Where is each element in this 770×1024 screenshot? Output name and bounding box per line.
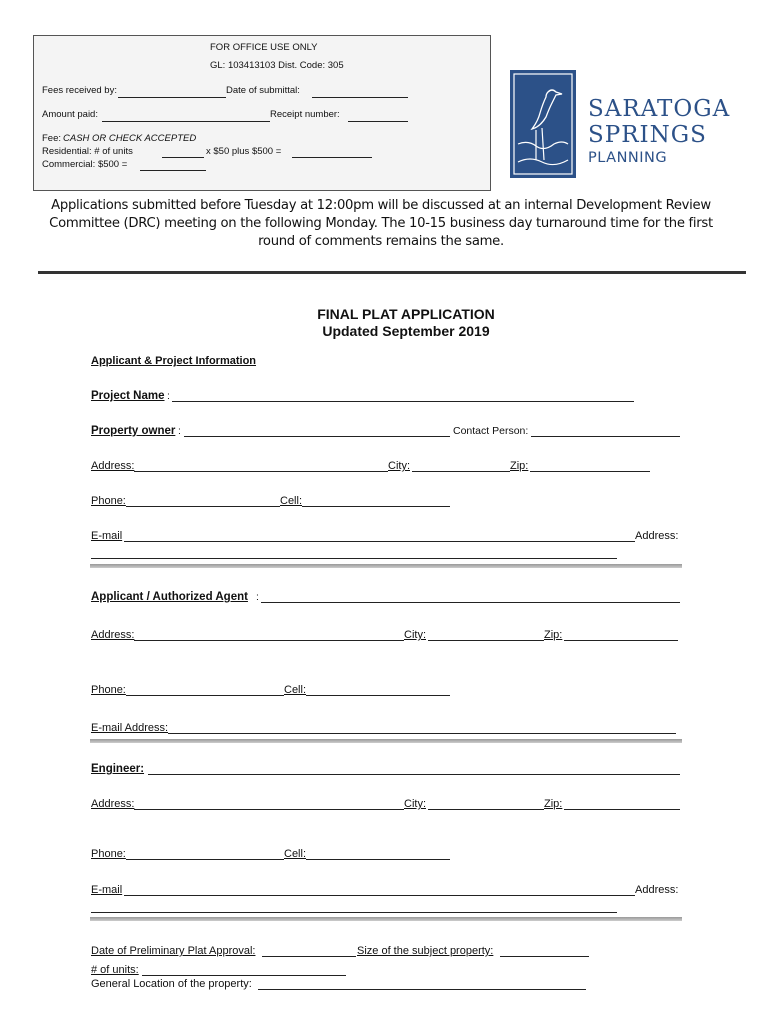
- engineer-cell-field[interactable]: [306, 859, 450, 860]
- engineer-city-field[interactable]: [428, 809, 544, 810]
- fees-received-field[interactable]: [118, 97, 226, 98]
- engineer-address-label: Address:: [91, 798, 135, 810]
- num-units-label: # of units:: [91, 964, 139, 976]
- engineer-phone-field[interactable]: [126, 859, 284, 860]
- logo-line3: PLANNING: [588, 150, 668, 166]
- agent-address-field[interactable]: [134, 640, 404, 641]
- engineer-email-field[interactable]: [124, 895, 635, 896]
- office-use-box: [33, 35, 491, 191]
- section-separator: [90, 739, 682, 743]
- date-prelim-label: Date of Preliminary Plat Approval:: [91, 945, 256, 957]
- section-separator: [90, 564, 682, 568]
- date-prelim-field[interactable]: [262, 956, 356, 957]
- receipt-number-label: Receipt number:: [270, 109, 340, 120]
- num-units-field[interactable]: [142, 975, 346, 976]
- residential-total-field[interactable]: [292, 157, 372, 158]
- applicant-agent-label: Applicant / Authorized Agent: [91, 591, 248, 603]
- logo-line1: SARATOGA: [588, 96, 731, 122]
- agent-email-field[interactable]: [168, 733, 676, 734]
- owner-city-field[interactable]: [412, 471, 510, 472]
- owner-zip-label: Zip:: [510, 460, 529, 472]
- date-submittal-label: Date of submittal:: [226, 85, 300, 96]
- fees-received-label: Fees received by:: [42, 85, 117, 96]
- owner-email-label: E-mail: [91, 530, 123, 542]
- submission-notice: Applications submitted before Tuesday at 12:00pm will be discussed at an internal Development Review Committee (DRC) meeting on the following Monday. The 10-15 business day turnaround time for the first round of comments remains the same.: [49, 198, 713, 249]
- owner-address-label: Address:: [91, 460, 135, 472]
- size-subject-field[interactable]: [500, 956, 589, 957]
- residential-units-field[interactable]: [162, 157, 204, 158]
- residential-label: Residential: # of units: [42, 146, 133, 157]
- agent-address-label: Address:: [91, 629, 135, 641]
- agent-zip-field[interactable]: [564, 640, 678, 641]
- date-submittal-field[interactable]: [312, 97, 408, 98]
- property-owner-label: Property owner: [91, 425, 176, 437]
- owner-address-field[interactable]: [134, 471, 388, 472]
- receipt-number-field[interactable]: [348, 121, 408, 122]
- owner-city-label: City:: [388, 460, 410, 472]
- section-separator: [90, 917, 682, 921]
- engineer-city-label: City:: [404, 798, 426, 810]
- agent-city-field[interactable]: [428, 640, 544, 641]
- engineer-field[interactable]: [148, 774, 680, 775]
- header-divider: [38, 271, 746, 274]
- owner-email-address-suffix: Address:: [635, 530, 679, 542]
- applicant-agent-field[interactable]: [261, 602, 680, 603]
- engineer-zip-field[interactable]: [564, 809, 680, 810]
- contact-person-field[interactable]: [531, 436, 680, 437]
- logo-line2: SPRINGS: [588, 122, 707, 148]
- contact-person-label: Contact Person:: [453, 425, 529, 437]
- project-name-field[interactable]: [172, 401, 634, 402]
- engineer-label: Engineer:: [91, 763, 145, 775]
- size-subject-label: Size of the subject property:: [357, 945, 494, 957]
- project-name-label: Project Name: [91, 390, 165, 402]
- office-use-title: FOR OFFICE USE ONLY: [210, 42, 318, 53]
- owner-zip-field[interactable]: [530, 471, 650, 472]
- form-title: FINAL PLAT APPLICATION: [317, 306, 495, 322]
- engineer-address-field[interactable]: [134, 809, 404, 810]
- engineer-zip-label: Zip:: [544, 798, 563, 810]
- amount-paid-label: Amount paid:: [42, 109, 98, 120]
- commercial-label: Commercial: $500 =: [42, 159, 128, 170]
- form-subtitle: Updated September 2019: [322, 323, 490, 339]
- owner-email-field[interactable]: [124, 541, 635, 542]
- agent-phone-field[interactable]: [126, 695, 284, 696]
- engineer-phone-label: Phone:: [91, 848, 126, 860]
- owner-email-field-line2[interactable]: [91, 558, 617, 559]
- engineer-email-field-line2[interactable]: [91, 912, 617, 913]
- gl-code: GL: 103413103 Dist. Code: 305: [210, 60, 344, 71]
- agent-city-label: City:: [404, 629, 426, 641]
- general-location-label: General Location of the property:: [91, 978, 252, 990]
- property-owner-field[interactable]: [184, 436, 450, 437]
- fee-value: CASH OR CHECK ACCEPTED: [63, 133, 197, 144]
- section-heading: Applicant & Project Information: [91, 355, 257, 367]
- engineer-cell-label: Cell:: [284, 848, 307, 860]
- agent-zip-label: Zip:: [544, 629, 563, 641]
- engineer-email-label: E-mail: [91, 884, 123, 896]
- heron-logo-icon: [510, 70, 576, 178]
- general-location-field[interactable]: [258, 989, 586, 990]
- agent-cell-field[interactable]: [306, 695, 450, 696]
- owner-phone-label: Phone:: [91, 495, 126, 507]
- agent-email-label: E-mail Address:: [91, 722, 169, 734]
- fee-label: Fee:: [42, 133, 62, 144]
- owner-phone-field[interactable]: [126, 506, 280, 507]
- owner-cell-field[interactable]: [302, 506, 450, 507]
- agent-cell-label: Cell:: [284, 684, 307, 696]
- owner-cell-label: Cell:: [280, 495, 303, 507]
- agent-phone-label: Phone:: [91, 684, 126, 696]
- commercial-total-field[interactable]: [140, 170, 206, 171]
- amount-paid-field[interactable]: [102, 121, 270, 122]
- engineer-email-address-suffix: Address:: [635, 884, 679, 896]
- residential-calc: x $50 plus $500 =: [206, 146, 282, 157]
